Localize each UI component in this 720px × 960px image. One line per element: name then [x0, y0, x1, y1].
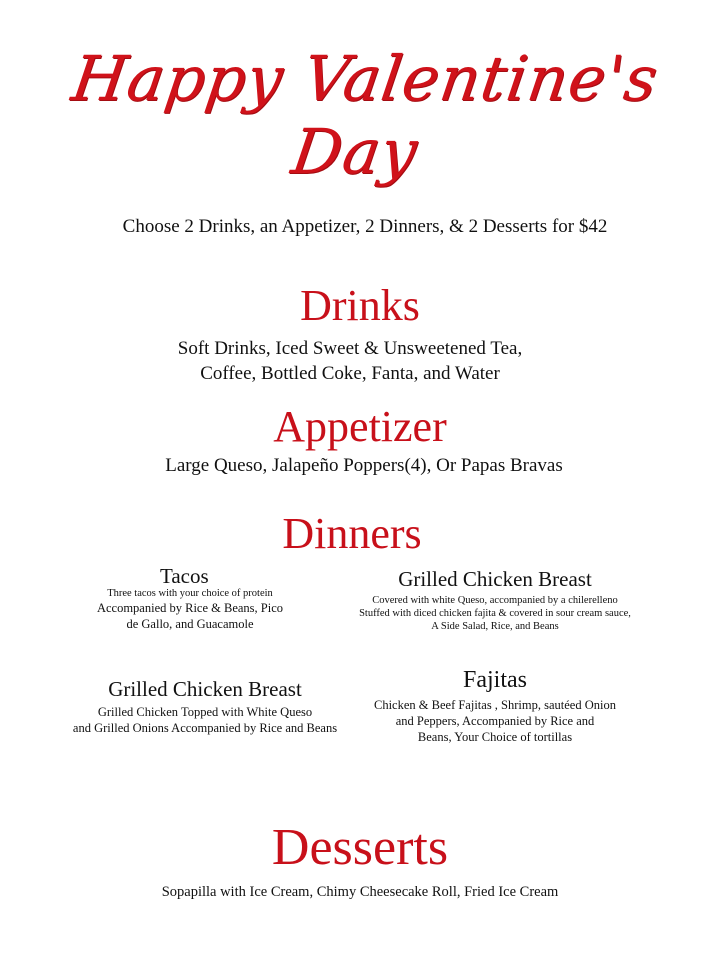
appetizer-title: Appetizer [273, 402, 447, 451]
headline: Happy Valentine's Day [67, 42, 663, 188]
dish-name: Tacos [160, 564, 209, 588]
dish-description: A Side Salad, Rice, and Beans [431, 621, 559, 632]
dish-description: Stuffed with diced chicken fajita & covered in sour cream sauce, [359, 608, 631, 619]
desserts-line-1: Sopapilla with Ice Cream, Chimy Cheesecake Roll, Fried Ice Cream [161, 884, 559, 900]
drinks-description [0, 336, 700, 386]
dish-name: Fajitas [463, 667, 527, 693]
dinner-item-fajitas [360, 667, 630, 745]
dinner-item-grilled-chicken-chilerelleno [335, 568, 655, 633]
dish-description: Three tacos with your choice of protein [107, 588, 273, 599]
appetizer-line-1: Large Queso, Jalapeño Poppers(4), Or Papas Bravas [165, 455, 563, 476]
dish-description: and Grilled Onions Accompanied by Rice and Beans [72, 721, 338, 735]
dinners-title: Dinners [282, 509, 422, 558]
dish-name: Grilled Chicken Breast [108, 677, 302, 701]
desserts-title: Desserts [271, 819, 449, 876]
dish-description: Accompanied by Rice & Beans, Pico [96, 601, 284, 615]
drinks-line-2: Coffee, Bottled Coke, Fanta, and Water [200, 363, 500, 384]
dish-description: Covered with white Queso, accompanied by a chilerelleno [372, 595, 618, 606]
dish-description: and Peppers, Accompanied by Rice and [395, 714, 595, 728]
dinner-item-tacos [60, 565, 320, 632]
drinks-title: Drinks [300, 281, 420, 330]
dish-description: Grilled Chicken Topped with White Queso [97, 705, 313, 719]
dinner-item-grilled-chicken-queso [55, 678, 355, 736]
dish-description: Beans, Your Choice of tortillas [417, 730, 573, 744]
promo-text: Choose 2 Drinks, an Appetizer, 2 Dinners, & 2 Desserts for $42 [122, 216, 608, 237]
dish-name: Grilled Chicken Breast [398, 567, 592, 591]
dish-description: Chicken & Beef Fajitas , Shrimp, sautéed Onion [374, 698, 616, 712]
drinks-line-1: Soft Drinks, Iced Sweet & Unsweetened Tea, [177, 338, 523, 359]
dish-description: de Gallo, and Guacamole [126, 617, 254, 631]
